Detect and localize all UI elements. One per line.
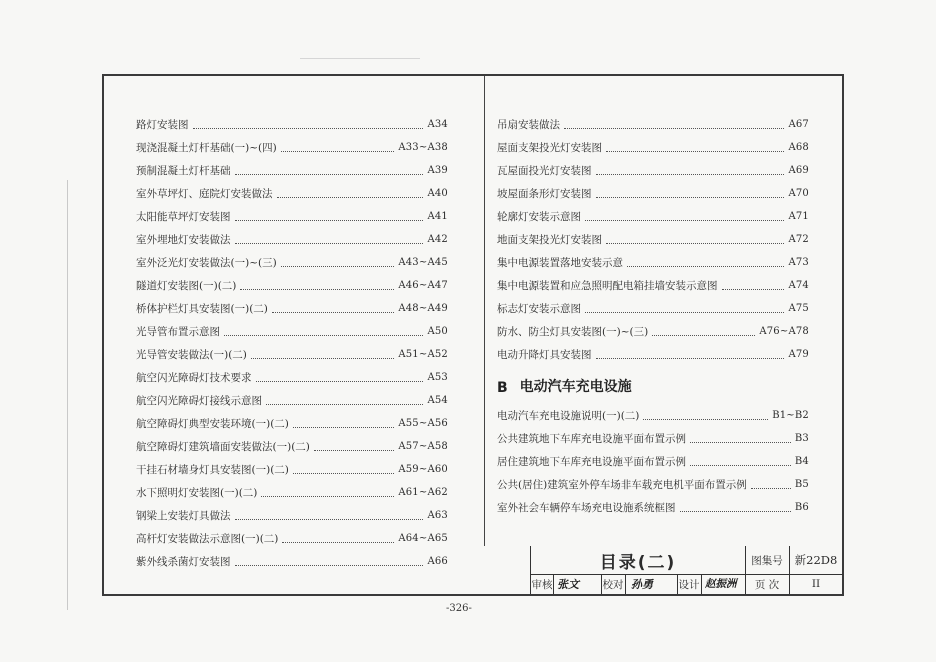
leader-dots	[751, 488, 791, 489]
toc-entry-page: A53	[427, 372, 448, 383]
leader-dots	[596, 174, 785, 175]
toc-entry-page: A57~A58	[398, 441, 448, 452]
design-signature: 赵振洲	[705, 578, 737, 590]
toc-entry	[136, 109, 448, 132]
leader-dots	[314, 450, 394, 451]
toc-entry	[136, 293, 448, 316]
footer-page-number: -326-	[446, 603, 472, 614]
leader-dots	[256, 381, 424, 382]
toc-entry	[136, 201, 448, 224]
toc-entry-page: B5	[794, 479, 809, 490]
toc-entry	[497, 270, 809, 293]
toc-entry-page: A41	[427, 211, 448, 222]
toc-entry-page: A67	[788, 119, 809, 130]
toc-entry-title: 电动升降灯具安装图	[497, 349, 592, 361]
section-title: 电动汽车充电设施	[519, 379, 632, 395]
toc-entry	[497, 446, 809, 469]
toc-entry-title: 水下照明灯安装图(一)(二)	[136, 487, 258, 499]
leader-dots	[281, 266, 395, 267]
toc-entry-title: 太阳能草坪灯安装图	[136, 211, 231, 223]
toc-entry-title: 钢梁上安装灯具做法	[136, 510, 231, 522]
column-divider	[484, 76, 485, 546]
toc-entry-page: B6	[794, 502, 809, 513]
toc-entry-page: B1~B2	[772, 410, 809, 421]
leader-dots	[293, 427, 394, 428]
leader-dots	[564, 128, 784, 129]
section-b-heading	[497, 362, 809, 400]
toc-entry-title: 现浇混凝土灯杆基础(一)~(四)	[136, 142, 277, 154]
leader-dots	[235, 220, 424, 221]
toc-entry-page: A40	[427, 188, 448, 199]
toc-entry-page: A51~A52	[398, 349, 448, 360]
toc-entry-page: A63	[427, 510, 448, 521]
toc-entry	[136, 155, 448, 178]
toc-entry-title: 标志灯安装示意图	[497, 303, 581, 315]
toc-entry-title: 集中电源装置和应急照明配电箱挂墙安装示意图	[497, 280, 718, 292]
toc-entry-page: A73	[788, 257, 809, 268]
toc-entry	[497, 224, 809, 247]
toc-entry-title: 公共建筑地下车库充电设施平面布置示例	[497, 433, 686, 445]
leader-dots	[281, 151, 395, 152]
toc-entry-title: 室外泛光灯安装做法(一)~(三)	[136, 257, 277, 269]
toc-entry	[136, 339, 448, 362]
leader-dots	[606, 151, 784, 152]
leader-dots	[690, 442, 791, 443]
leader-dots	[627, 266, 784, 267]
sheet-title: 目录(二)	[599, 552, 677, 573]
toc-entry-title: 预制混凝土灯杆基础	[136, 165, 231, 177]
leader-dots	[652, 335, 755, 336]
leader-dots	[680, 511, 791, 512]
toc-entry-title: 地面支架投光灯安装图	[497, 234, 602, 246]
toc-entry-page: A75	[788, 303, 809, 314]
toc-entry-title: 集中电源装置落地安装示意	[497, 257, 623, 269]
toc-entry	[136, 477, 448, 500]
leader-dots	[235, 519, 424, 520]
toc-entry	[136, 523, 448, 546]
toc-entry-title: 干挂石材墙身灯具安装图(一)(二)	[136, 464, 289, 476]
toc-entry	[136, 385, 448, 408]
toc-entry-title: 隧道灯安装图(一)(二)	[136, 280, 237, 292]
check-signature: 孙勇	[631, 578, 653, 591]
toc-entry	[136, 316, 448, 339]
leader-dots	[585, 220, 784, 221]
review-signature: 张文	[557, 578, 579, 591]
toc-entry-page: A72	[788, 234, 809, 245]
toc-entry-page: A74	[788, 280, 809, 291]
toc-entry	[497, 109, 809, 132]
toc-entry-page: A64~A65	[398, 533, 448, 544]
toc-entry-title: 吊扇安装做法	[497, 119, 560, 131]
toc-entry	[497, 339, 809, 362]
review-label: 审核	[531, 578, 553, 591]
toc-entry	[136, 431, 448, 454]
toc-entry-title: 居住建筑地下车库充电设施平面布置示例	[497, 456, 686, 468]
toc-entry	[497, 316, 809, 339]
toc-entry-title: 高杆灯安装做法示意图(一)(二)	[136, 533, 279, 545]
leader-dots	[596, 197, 785, 198]
toc-entry-page: A71	[788, 211, 809, 222]
leader-dots	[282, 542, 394, 543]
toc-entry	[497, 247, 809, 270]
leader-dots	[606, 243, 784, 244]
toc-entry-title: 室外社会车辆停车场充电设施系统框图	[497, 502, 676, 514]
toc-entry-page: A76~A78	[759, 326, 809, 337]
atlas-number: 新22D8	[794, 553, 838, 567]
toc-entry-page: A39	[427, 165, 448, 176]
toc-entry-page: A55~A56	[398, 418, 448, 429]
leader-dots	[235, 243, 424, 244]
toc-entry-page: A43~A45	[398, 257, 448, 268]
toc-entry	[136, 270, 448, 293]
toc-entry-title: 航空障碍灯典型安装环境(一)(二)	[136, 418, 289, 430]
toc-entry-page: A68	[788, 142, 809, 153]
leader-dots	[251, 358, 394, 359]
check-label: 校对	[602, 578, 624, 591]
leader-dots	[240, 289, 394, 290]
design-label: 设计	[678, 578, 700, 591]
atlas-number-label: 图集号	[751, 554, 783, 567]
toc-entry-page: A33~A38	[398, 142, 448, 153]
leader-dots	[235, 174, 424, 175]
toc-entry	[497, 423, 809, 446]
toc-entry-page: A48~A49	[398, 303, 448, 314]
leader-dots	[596, 358, 785, 359]
toc-entry	[136, 247, 448, 270]
toc-entry	[136, 224, 448, 247]
leader-dots	[643, 419, 768, 420]
toc-entry-page: A46~A47	[398, 280, 448, 291]
toc-entry-title: 航空闪光障碍灯技术要求	[136, 372, 252, 384]
toc-entry-title: 室外埋地灯安装做法	[136, 234, 231, 246]
leader-dots	[272, 312, 394, 313]
toc-entry-page: A59~A60	[398, 464, 448, 475]
toc-entry	[136, 408, 448, 431]
toc-entry	[497, 178, 809, 201]
toc-entry	[136, 362, 448, 385]
toc-entry-title: 屋面支架投光灯安装图	[497, 142, 602, 154]
leader-dots	[585, 312, 784, 313]
toc-entry	[497, 201, 809, 224]
toc-entry-page: B3	[794, 433, 809, 444]
toc-entry-title: 电动汽车充电设施说明(一)(二)	[497, 410, 640, 422]
leader-dots	[224, 335, 423, 336]
toc-entry-page: A70	[788, 188, 809, 199]
toc-entry	[497, 293, 809, 316]
toc-entry-page: A50	[427, 326, 448, 337]
toc-entry-title: 坡屋面条形灯安装图	[497, 188, 592, 200]
toc-entry-page: B4	[794, 456, 809, 467]
toc-entry-title: 紫外线杀菌灯安装图	[136, 556, 231, 568]
toc-entry-title: 航空闪光障碍灯接线示意图	[136, 395, 262, 407]
toc-entry-title: 瓦屋面投光灯安装图	[497, 165, 592, 177]
toc-entry-title: 轮廓灯安装示意图	[497, 211, 581, 223]
tb-divider	[625, 574, 626, 594]
toc-right-column	[497, 109, 809, 515]
leader-dots	[261, 496, 394, 497]
title-block	[530, 546, 843, 594]
tb-divider	[701, 574, 702, 594]
tb-divider	[553, 574, 554, 594]
toc-entry-title: 室外草坪灯、庭院灯安装做法	[136, 188, 273, 200]
toc-entry	[136, 132, 448, 155]
toc-entry	[136, 500, 448, 523]
toc-entry-title: 路灯安装图	[136, 119, 189, 131]
toc-entry	[497, 132, 809, 155]
toc-entry-page: A54	[427, 395, 448, 406]
toc-entry	[136, 178, 448, 201]
toc-entry-page: A34	[427, 119, 448, 130]
toc-entry-page: A79	[788, 349, 809, 360]
toc-entry	[497, 469, 809, 492]
leader-dots	[690, 465, 791, 466]
section-letter: B	[497, 380, 508, 396]
leader-dots	[722, 289, 785, 290]
leader-dots	[193, 128, 424, 129]
toc-entry-title: 公共(居住)建筑室外停车场非车载充电机平面布置示例	[497, 479, 747, 491]
toc-entry-title: 航空障碍灯建筑墙面安装做法(一)(二)	[136, 441, 310, 453]
toc-entry	[136, 546, 448, 569]
toc-entry-page: A66	[427, 556, 448, 567]
page-value: II	[811, 578, 821, 590]
toc-entry-title: 桥体护栏灯具安装图(一)(二)	[136, 303, 268, 315]
leader-dots	[277, 197, 424, 198]
toc-entry-title: 光导管布置示意图	[136, 326, 220, 338]
toc-entry-title: 防水、防尘灯具安装图(一)~(三)	[497, 326, 649, 338]
leader-dots	[293, 473, 394, 474]
section-b-list	[497, 400, 809, 515]
leader-dots	[235, 565, 424, 566]
leader-dots	[266, 404, 423, 405]
page-label: 页 次	[754, 578, 780, 591]
toc-entry	[497, 400, 809, 423]
scan-artifact-line	[300, 58, 420, 59]
toc-entry	[497, 155, 809, 178]
toc-right-list	[497, 109, 809, 362]
toc-left-column	[136, 109, 448, 569]
toc-entry-page: A61~A62	[398, 487, 448, 498]
toc-entry-title: 光导管安装做法(一)(二)	[136, 349, 247, 361]
binding-margin-line	[67, 180, 68, 610]
toc-entry-page: A69	[788, 165, 809, 176]
toc-entry	[497, 492, 809, 515]
toc-entry	[136, 454, 448, 477]
toc-entry-page: A42	[427, 234, 448, 245]
